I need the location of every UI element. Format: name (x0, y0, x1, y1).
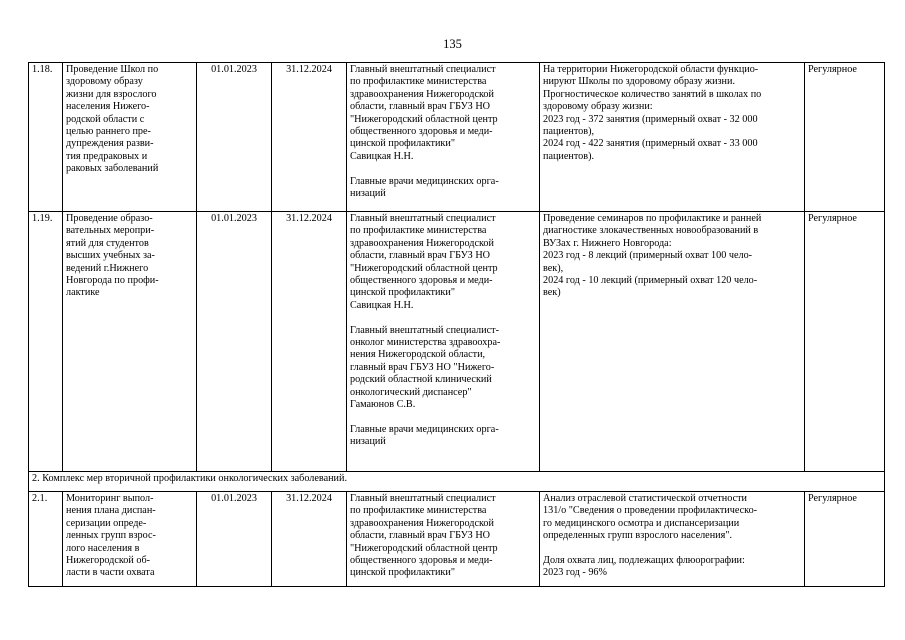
section-row (29, 472, 885, 492)
start-date: 01.01.2023 (197, 212, 272, 472)
end-date: 31.12.2024 (272, 492, 347, 587)
table-row (29, 63, 885, 212)
table-row (29, 492, 885, 587)
end-date: 31.12.2024 (272, 63, 347, 212)
row-number: 2.1. (29, 492, 63, 587)
responsible-persons: Главный внештатный специалист по профилактике министерства здравоохранения Нижегородской области, главный врач ГБУЗ НО "Нижегородский областной центр общественного здоровья и меди- цинской профилактики" Савицкая Н.Н. Главные врачи медицинских орга- низаций (347, 63, 540, 212)
row-number: 1.18. (29, 63, 63, 212)
page-number: 135 (443, 37, 462, 51)
measures-table (28, 62, 885, 587)
expected-result: На территории Нижегородской области функцио- нируют Школы по здоровому образу жизни. Прогностическое количество занятий в школах по здоровому образу жизни: 2023 год - 372 занятия (примерный охват - 32 000 пациентов), 2024 год - 422 занятия (примерный охват - 33 000 пациентов). (540, 63, 805, 212)
end-date: 31.12.2024 (272, 212, 347, 472)
event-name: Мониторинг выпол- нения плана диспан- серизации опреде- ленных групп взрос- лого населения в Нижегородской об- ласти в части охвата (63, 492, 197, 587)
start-date: 01.01.2023 (197, 492, 272, 587)
event-name: Проведение образо- вательных меропри- ятий для студентов высших учебных за- ведений г.Нижнего Новгорода по профи- лактике (63, 212, 197, 472)
frequency: Регулярное (805, 492, 885, 587)
event-name: Проведение Школ по здоровому образу жизни для взрослого населения Нижего- родской области с целью раннего пре- дупреждения разви- тия предраковых и раковых заболеваний (63, 63, 197, 212)
section-title: 2. Комплекс мер вторичной профилактики онкологических заболеваний. (29, 472, 885, 492)
frequency: Регулярное (805, 63, 885, 212)
expected-result: Анализ отраслевой статистической отчетности 131/о "Сведения о проведении профилактическо- го медицинского осмотра и диспансеризации определенных групп взрослого населения". Доля охвата лиц, подлежащих флюорографии: 2023 год - 96% (540, 492, 805, 587)
row-number: 1.19. (29, 212, 63, 472)
start-date: 01.01.2023 (197, 63, 272, 212)
responsible-persons: Главный внештатный специалист по профилактике министерства здравоохранения Нижегородской области, главный врач ГБУЗ НО "Нижегородский областной центр общественного здоровья и меди- цинской профилактики" (347, 492, 540, 587)
responsible-persons: Главный внештатный специалист по профилактике министерства здравоохранения Нижегородской области, главный врач ГБУЗ НО "Нижегородский областной центр общественного здоровья и меди- цинской профилактики" Савицкая Н.Н. Главный внештатный специалист- онколог министерства здравоохра- нения Нижегородской области, главный врач ГБУЗ НО "Нижего- родский областной клинический онкологический диспансер" Гамаюнов С.В. Главные врачи медицинских орга- низаций (347, 212, 540, 472)
frequency: Регулярное (805, 212, 885, 472)
expected-result: Проведение семинаров по профилактике и ранней диагностике злокачественных новообразований в ВУЗах г. Нижнего Новгорода: 2023 год - 8 лекций (примерный охват 100 чело- век), 2024 год - 10 лекций (примерный охват 120 чело- век) (540, 212, 805, 472)
table-row (29, 212, 885, 472)
